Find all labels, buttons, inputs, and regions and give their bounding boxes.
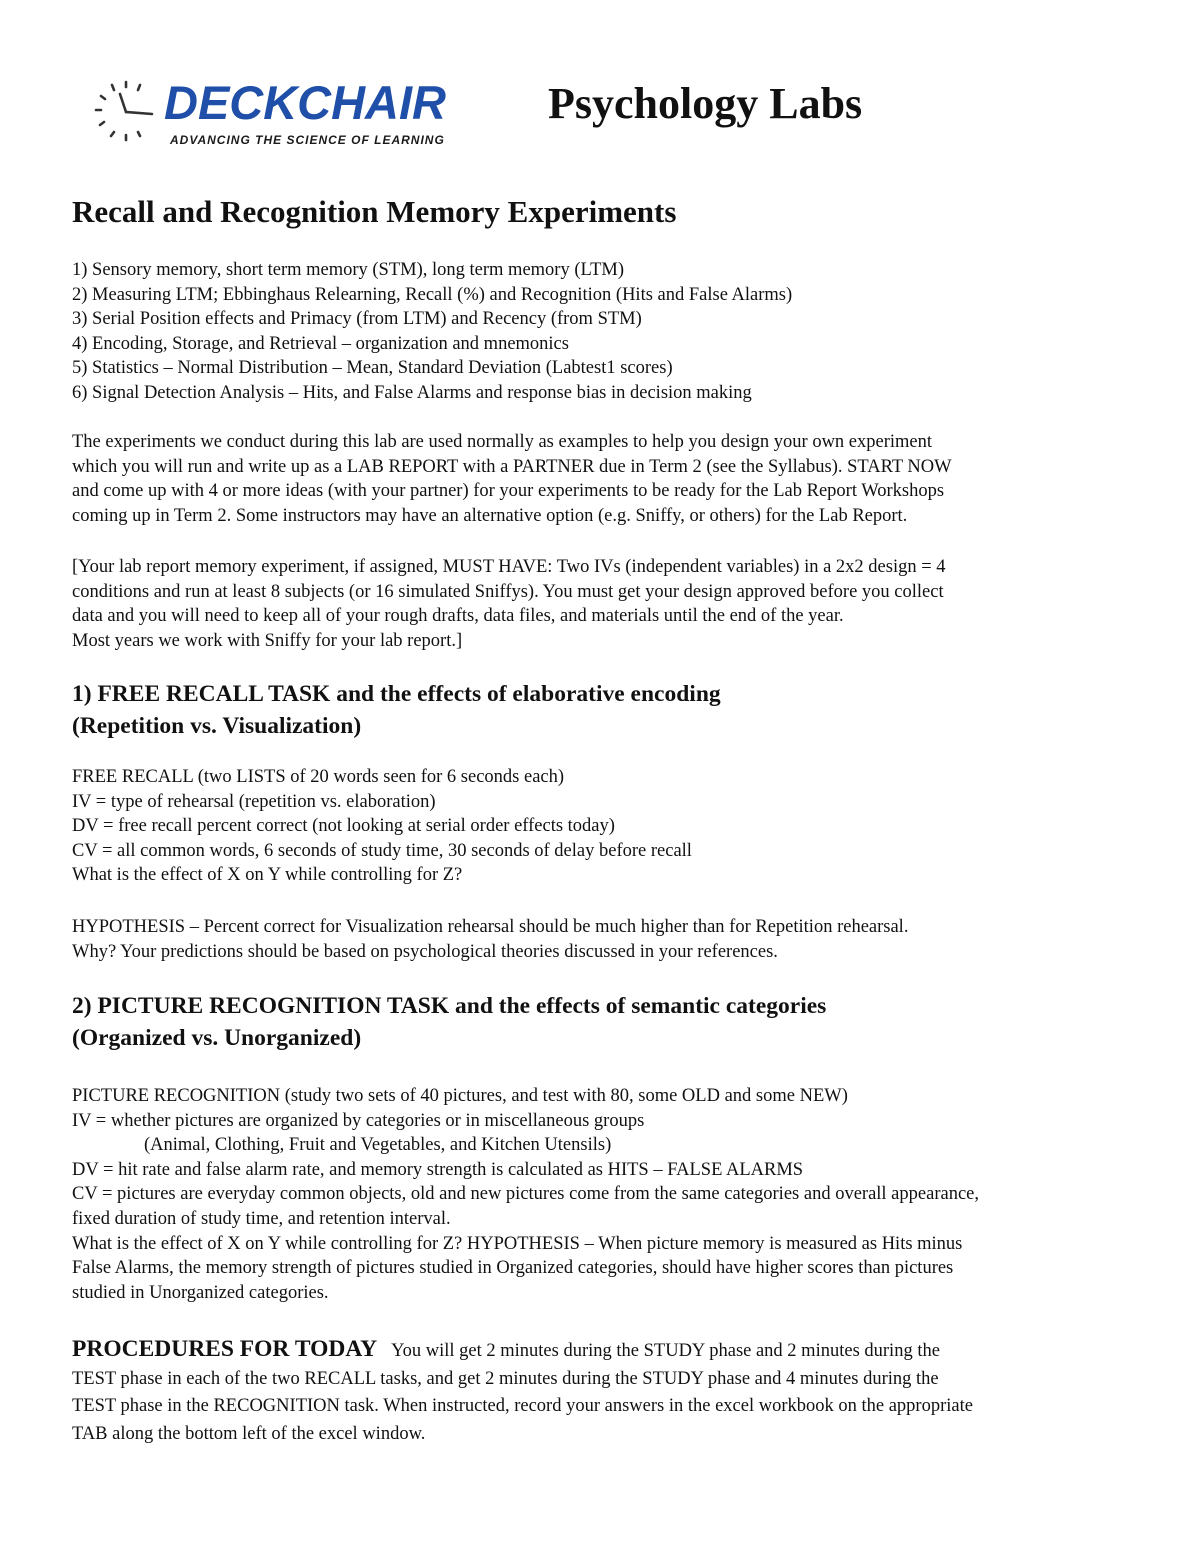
- paragraph-line: PICTURE RECOGNITION (study two sets of 40 pictures, and test with 80, some OLD and some NEW): [72, 1086, 848, 1106]
- paragraph-line: False Alarms, the memory strength of pictures studied in Organized categories, should have higher scores than pictures: [72, 1258, 954, 1279]
- logo-tagline: ADVANCING THE SCIENCE OF LEARNING: [170, 133, 445, 147]
- list-item: 5) Statistics – Normal Distribution – Mean, Standard Deviation (Labtest1 scores): [72, 358, 673, 379]
- paragraph-line: IV = whether pictures are organized by categories or in miscellaneous groups: [72, 1110, 645, 1131]
- paragraph-line: DV = free recall percent correct (not looking at serial order effects today): [72, 816, 615, 837]
- list-item: 4) Encoding, Storage, and Retrieval – organization and mnemonics: [72, 333, 569, 354]
- procedures-heading: PROCEDURES FOR TODAY: [72, 1336, 378, 1362]
- page-title: Recall and Recognition Memory Experiments: [72, 194, 677, 229]
- logo-brand: DECKCHAIR: [164, 76, 446, 129]
- section1-hypothesis: [72, 915, 1147, 964]
- deckchair-logo: [90, 72, 450, 152]
- list-item: 6) Signal Detection Analysis – Hits, and False Alarms and response bias in decision making: [72, 382, 752, 403]
- paragraph-line: What is the effect of X on Y while controlling for Z?: [72, 865, 463, 886]
- list-item: 3) Serial Position effects and Primacy (from LTM) and Recency (from STM): [72, 309, 642, 330]
- procedures-section: [72, 1336, 1147, 1448]
- paragraph-line: TEST phase in the RECOGNITION task. When instructed, record your answers in the excel workbook on the appropriate: [72, 1396, 973, 1416]
- paragraph-line: The experiments we conduct during this lab are used normally as examples to help you design your own experiment: [72, 432, 933, 452]
- section2-body: [72, 1084, 1147, 1305]
- paragraph-line: What is the effect of X on Y while controlling for Z? HYPOTHESIS – When picture memory is measured as Hits minus: [72, 1233, 963, 1254]
- section1-subheading: (Repetition vs. Visualization): [72, 713, 362, 739]
- paragraph-line: fixed duration of study time, and retention interval.: [72, 1208, 451, 1229]
- paragraph-line: which you will run and write up as a LAB REPORT with a PARTNER due in Term 2 (see the Syllabus). START NOW: [72, 456, 952, 477]
- paragraph-line: (Animal, Clothing, Fruit and Vegetables, and Kitchen Utensils): [144, 1135, 612, 1156]
- paragraph-line: Most years we work with Sniffy for your lab report.]: [72, 630, 463, 651]
- paragraph-line: conditions and run at least 8 subjects (or 16 simulated Sniffys). You must get your design approved before you collect: [72, 581, 944, 602]
- lab-report-note: [72, 555, 1147, 653]
- paragraph-line: IV = type of rehearsal (repetition vs. elaboration): [72, 791, 436, 812]
- paragraph-line: FREE RECALL (two LISTS of 20 words seen for 6 seconds each): [72, 767, 565, 787]
- paragraph-line: and come up with 4 or more ideas (with your partner) for your experiments to be ready for the Lab Report Workshops: [72, 481, 945, 502]
- paragraph-line: Why? Your predictions should be based on psychological theories discussed in your references.: [72, 941, 778, 962]
- clock-icon: [90, 76, 162, 148]
- header-title: Psychology Labs: [548, 79, 863, 128]
- procedures-text: You will get 2 minutes during the STUDY phase and 2 minutes during the: [391, 1341, 940, 1361]
- paragraph-line: HYPOTHESIS – Percent correct for Visualization rehearsal should be much higher than for Repetition rehearsal.: [72, 917, 909, 937]
- list-item: 1) Sensory memory, short term memory (STM), long term memory (LTM): [72, 260, 625, 280]
- paragraph-line: CV = all common words, 6 seconds of study time, 30 seconds of delay before recall: [72, 840, 692, 861]
- paragraph-line: DV = hit rate and false alarm rate, and memory strength is calculated as HITS – FALSE ALARMS: [72, 1159, 804, 1180]
- paragraph-line: coming up in Term 2. Some instructors may have an alternative option (e.g. Sniffy, or others) for the Lab Report.: [72, 505, 908, 526]
- paragraph-line: data and you will need to keep all of your rough drafts, data files, and materials until the end of the year.: [72, 606, 844, 627]
- intro-paragraph: [72, 430, 1147, 528]
- topics-list: [72, 258, 1147, 406]
- paragraph-line: TEST phase in each of the two RECALL tasks, and get 2 minutes during the STUDY phase and 4 minutes during the: [72, 1368, 939, 1389]
- section2-subheading: (Organized vs. Unorganized): [72, 1025, 362, 1051]
- paragraph-line: studied in Unorganized categories.: [72, 1282, 329, 1303]
- list-item: 2) Measuring LTM; Ebbinghaus Relearning, Recall (%) and Recognition (Hits and False Alarms): [72, 284, 793, 305]
- paragraph-line: CV = pictures are everyday common objects, old and new pictures come from the same categories and overall appearance,: [72, 1184, 979, 1205]
- paragraph-line: TAB along the bottom left of the excel window.: [72, 1423, 426, 1444]
- section1-heading: 1) FREE RECALL TASK and the effects of elaborative encoding: [72, 681, 721, 707]
- section2-heading: 2) PICTURE RECOGNITION TASK and the effects of semantic categories: [72, 993, 827, 1019]
- paragraph-line: [72, 1336, 1147, 1366]
- paragraph-line: [Your lab report memory experiment, if assigned, MUST HAVE: Two IVs (independent variables) in a 2x2 design = 4: [72, 557, 946, 577]
- section1-body: [72, 765, 1147, 888]
